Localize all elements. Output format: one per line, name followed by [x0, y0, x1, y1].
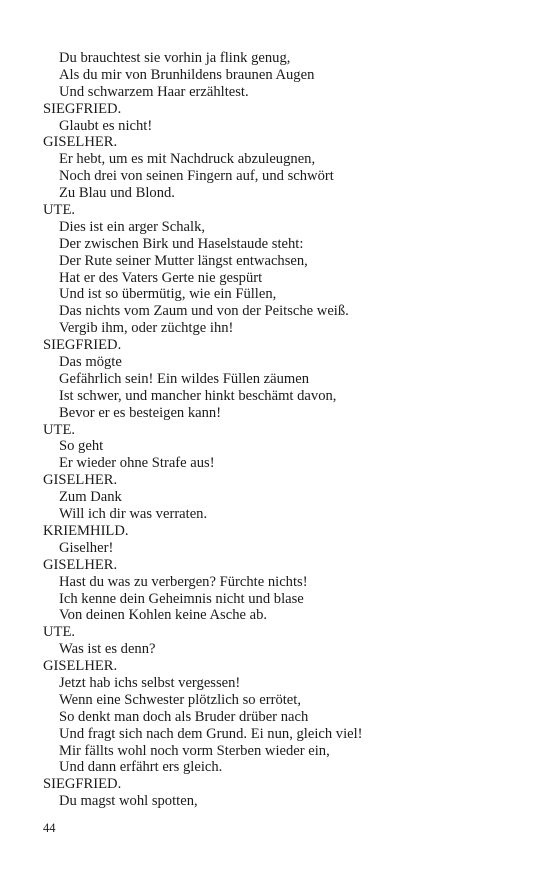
speaker-name: SIEGFRIED.	[43, 100, 122, 117]
verse-line: Dies ist ein arger Schalk,	[59, 218, 206, 235]
speaker-name: GISELHER.	[43, 658, 118, 675]
speaker-name: GISELHER.	[43, 472, 118, 489]
verse-line: Bevor er es besteigen kann!	[59, 404, 222, 421]
verse-line: Hast du was zu verbergen? Fürchte nichts!	[59, 573, 308, 590]
verse-line: Das nichts vom Zaum und von der Peitsche weiß.	[59, 303, 349, 320]
play-text	[43, 50, 523, 810]
speaker-name: SIEGFRIED.	[43, 776, 122, 793]
verse-line: Von deinen Kohlen keine Asche ab.	[59, 607, 268, 624]
speaker-name: UTE.	[43, 202, 76, 219]
verse-line: Er wieder ohne Strafe aus!	[59, 455, 215, 472]
verse-line: Das mögte	[59, 354, 122, 371]
verse-line: Jetzt hab ichs selbst vergessen!	[59, 674, 241, 691]
speaker-name: KRIEMHILD.	[43, 522, 129, 539]
verse-line: Ist schwer, und mancher hinkt beschämt davon,	[59, 387, 337, 404]
verse-line: Du magst wohl spotten,	[59, 793, 198, 810]
verse-line: Was ist es denn?	[59, 641, 156, 658]
verse-line: Wenn eine Schwester plötzlich so errötet,	[59, 691, 301, 708]
verse-line: Hat er des Vaters Gerte nie gespürt	[59, 269, 263, 286]
speaker-name: UTE.	[43, 624, 76, 641]
verse-line: Er hebt, um es mit Nachdruck abzuleugnen,	[59, 151, 316, 168]
verse-line: Und dann erfährt ers gleich.	[59, 759, 223, 776]
speaker-name: UTE.	[43, 421, 76, 438]
speaker-name: GISELHER.	[43, 556, 118, 573]
verse-line: Vergib ihm, oder züchtge ihn!	[59, 320, 234, 337]
speaker-name: GISELHER.	[43, 134, 118, 151]
verse-line: Als du mir von Brunhildens braunen Augen	[59, 66, 315, 83]
speaker-name: SIEGFRIED.	[43, 337, 122, 354]
verse-line: Ich kenne dein Geheimnis nicht und blase	[59, 590, 304, 607]
verse-line: Der zwischen Birk und Haselstaude steht:	[59, 235, 304, 252]
verse-line: Zu Blau und Blond.	[59, 185, 175, 202]
verse-line: Und ist so übermütig, wie ein Füllen,	[59, 286, 277, 303]
verse-line: Glaubt es nicht!	[59, 117, 153, 134]
verse-line: So denkt man doch als Bruder drüber nach	[59, 708, 309, 725]
verse-line: Giselher!	[59, 539, 114, 556]
verse-line: Und fragt sich nach dem Grund. Ei nun, gleich viel!	[59, 725, 363, 742]
verse-line: Du brauchtest sie vorhin ja flink genug,	[59, 50, 291, 66]
verse-line: Gefährlich sein! Ein wildes Füllen zäumen	[59, 370, 310, 387]
verse-line: Mir fällts wohl noch vorm Sterben wieder ein,	[59, 742, 330, 759]
verse-line: Der Rute seiner Mutter längst entwachsen,	[59, 252, 308, 269]
verse-line: Und schwarzem Haar erzähltest.	[59, 83, 249, 100]
verse-line: Noch drei von seinen Fingern auf, und schwört	[59, 168, 334, 185]
page-number: 44	[43, 821, 56, 835]
verse-line: Zum Dank	[59, 489, 122, 506]
verse-line: Will ich dir was verraten.	[59, 506, 208, 523]
verse-line: So geht	[59, 438, 104, 455]
